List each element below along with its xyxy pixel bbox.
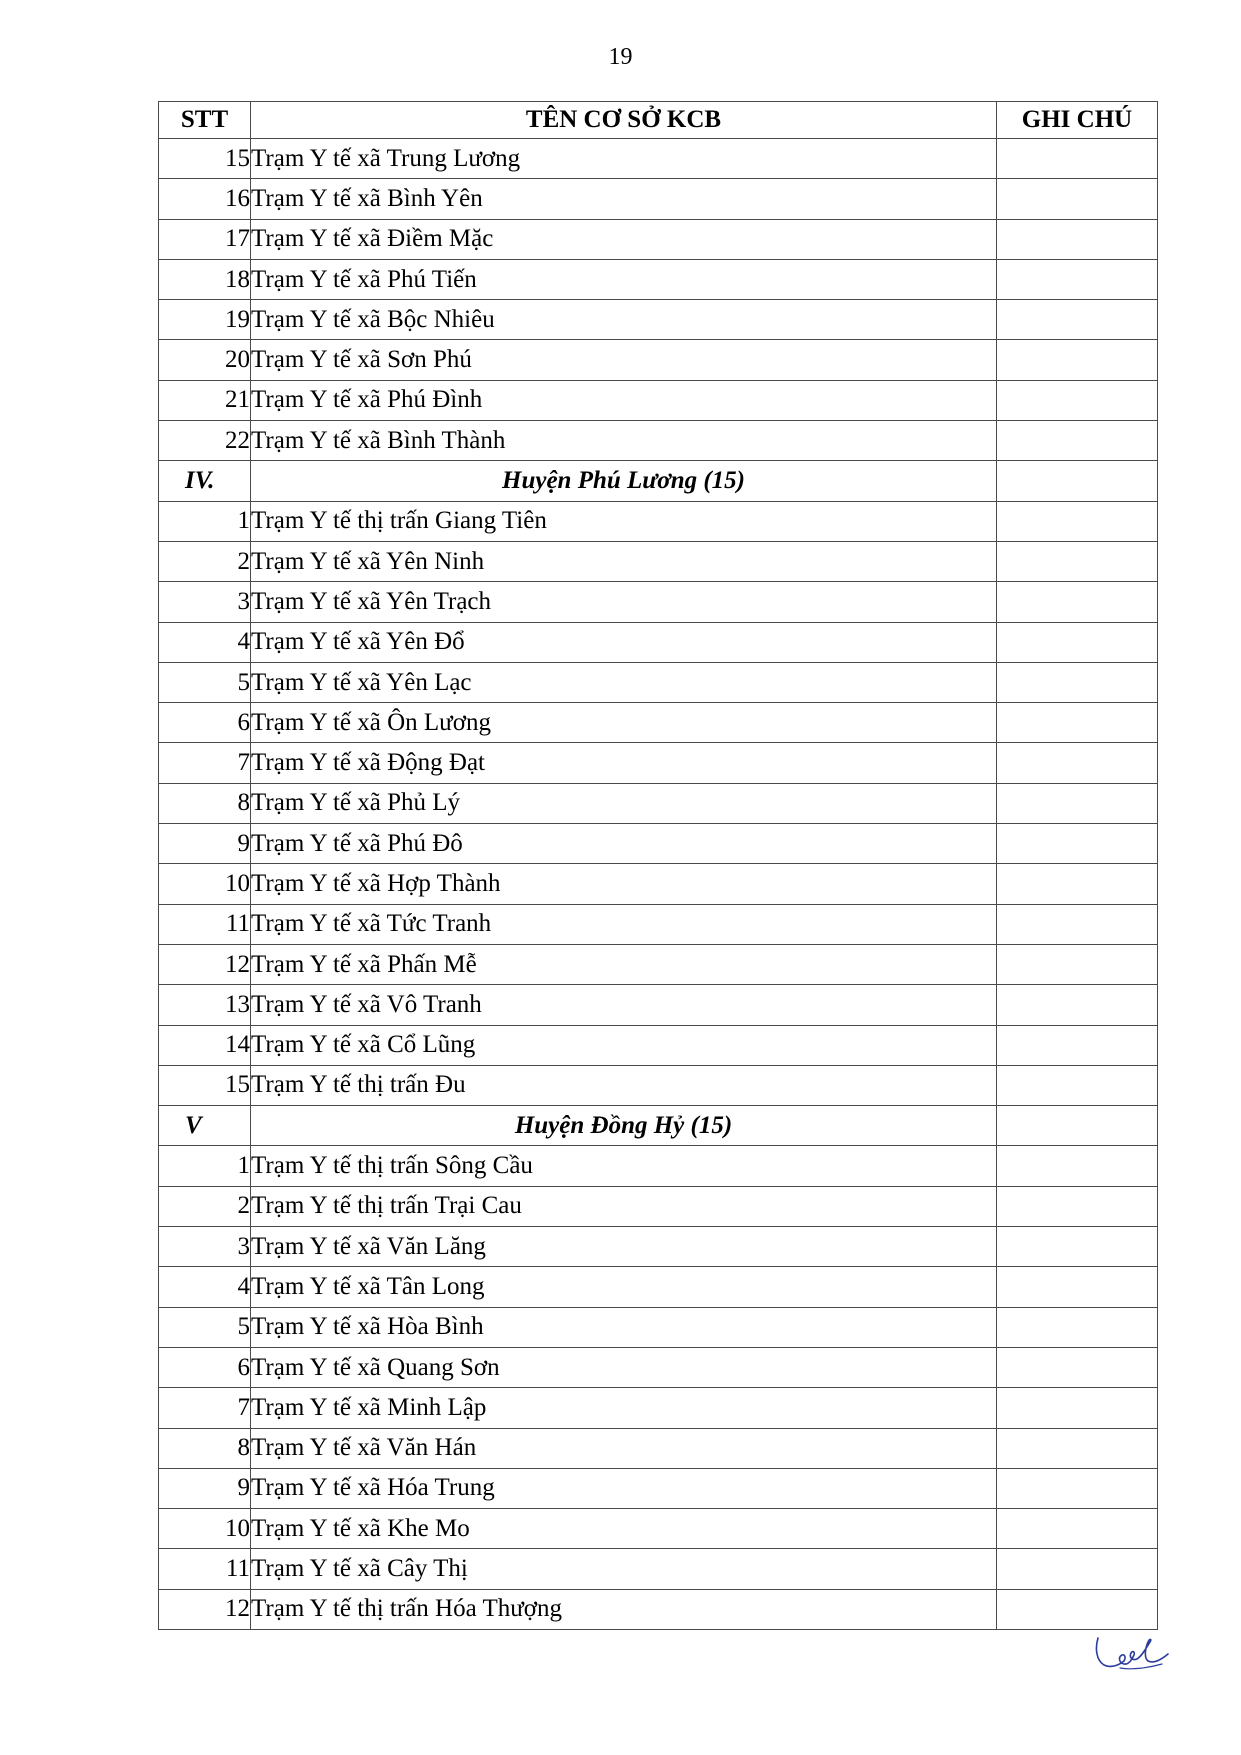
facility-name: Trạm Y tế xã Minh Lập bbox=[251, 1388, 997, 1428]
note-cell bbox=[997, 179, 1158, 219]
note-cell bbox=[997, 300, 1158, 340]
row-number: 14 bbox=[159, 1025, 251, 1065]
facility-name: Trạm Y tế thị trấn Trại Cau bbox=[251, 1186, 997, 1226]
row-number: 16 bbox=[159, 179, 251, 219]
table-body bbox=[159, 139, 1158, 1630]
row-number: 3 bbox=[159, 1227, 251, 1267]
table-row bbox=[159, 1589, 1158, 1629]
section-title: Huyện Đồng Hỷ (15) bbox=[251, 1106, 997, 1146]
facility-name: Trạm Y tế thị trấn Sông Cầu bbox=[251, 1146, 997, 1186]
note-cell bbox=[997, 582, 1158, 622]
row-number: 6 bbox=[159, 703, 251, 743]
row-number: 21 bbox=[159, 380, 251, 420]
facility-name: Trạm Y tế xã Hợp Thành bbox=[251, 864, 997, 904]
row-number: 12 bbox=[159, 1589, 251, 1629]
signature-icon bbox=[1092, 1628, 1172, 1674]
note-cell bbox=[997, 421, 1158, 461]
note-cell bbox=[997, 1227, 1158, 1267]
note-cell bbox=[997, 1307, 1158, 1347]
section-number: V bbox=[159, 1106, 251, 1146]
row-number: 1 bbox=[159, 1146, 251, 1186]
table-row bbox=[159, 1186, 1158, 1226]
note-cell bbox=[997, 1428, 1158, 1468]
row-number: 2 bbox=[159, 1186, 251, 1226]
facility-name: Trạm Y tế xã Phú Tiến bbox=[251, 259, 997, 299]
facility-name: Trạm Y tế xã Cây Thị bbox=[251, 1549, 997, 1589]
facility-name: Trạm Y tế xã Động Đạt bbox=[251, 743, 997, 783]
note-cell bbox=[997, 904, 1158, 944]
table-row bbox=[159, 380, 1158, 420]
row-number: 5 bbox=[159, 662, 251, 702]
facility-name: Trạm Y tế xã Khe Mo bbox=[251, 1509, 997, 1549]
note-cell bbox=[997, 1347, 1158, 1387]
section-row bbox=[159, 461, 1158, 501]
row-number: 17 bbox=[159, 219, 251, 259]
table-row bbox=[159, 622, 1158, 662]
table-row bbox=[159, 300, 1158, 340]
note-cell bbox=[997, 662, 1158, 702]
facility-name: Trạm Y tế xã Yên Lạc bbox=[251, 662, 997, 702]
facility-name: Trạm Y tế xã Yên Đổ bbox=[251, 622, 997, 662]
section-title: Huyện Phú Lương (15) bbox=[251, 461, 997, 501]
note-cell bbox=[997, 985, 1158, 1025]
table-row bbox=[159, 703, 1158, 743]
facility-name: Trạm Y tế xã Tức Tranh bbox=[251, 904, 997, 944]
row-number: 9 bbox=[159, 824, 251, 864]
note-cell bbox=[997, 139, 1158, 179]
row-number: 15 bbox=[159, 1065, 251, 1105]
header-row bbox=[159, 102, 1158, 139]
note-cell bbox=[997, 864, 1158, 904]
note-cell bbox=[997, 541, 1158, 581]
row-number: 2 bbox=[159, 541, 251, 581]
row-number: 7 bbox=[159, 1388, 251, 1428]
header-facility-name: TÊN CƠ SỞ KCB bbox=[251, 102, 997, 139]
table-row bbox=[159, 1025, 1158, 1065]
table-row bbox=[159, 783, 1158, 823]
facility-name: Trạm Y tế xã Quang Sơn bbox=[251, 1347, 997, 1387]
facility-name: Trạm Y tế thị trấn Hóa Thượng bbox=[251, 1589, 997, 1629]
table-row bbox=[159, 340, 1158, 380]
note-cell bbox=[997, 1509, 1158, 1549]
note-cell bbox=[997, 944, 1158, 984]
facility-name: Trạm Y tế xã Ôn Lương bbox=[251, 703, 997, 743]
note-cell bbox=[997, 380, 1158, 420]
table-row bbox=[159, 1227, 1158, 1267]
table-row bbox=[159, 179, 1158, 219]
table-row bbox=[159, 1146, 1158, 1186]
row-number: 10 bbox=[159, 864, 251, 904]
row-number: 15 bbox=[159, 139, 251, 179]
facility-table bbox=[158, 101, 1158, 1630]
table-row bbox=[159, 421, 1158, 461]
row-number: 4 bbox=[159, 1267, 251, 1307]
facility-name: Trạm Y tế xã Bình Yên bbox=[251, 179, 997, 219]
facility-name: Trạm Y tế xã Điềm Mặc bbox=[251, 219, 997, 259]
row-number: 6 bbox=[159, 1347, 251, 1387]
table-row bbox=[159, 904, 1158, 944]
row-number: 5 bbox=[159, 1307, 251, 1347]
note-cell bbox=[997, 1025, 1158, 1065]
row-number: 9 bbox=[159, 1468, 251, 1508]
table-row bbox=[159, 1065, 1158, 1105]
note-cell bbox=[997, 1065, 1158, 1105]
row-number: 13 bbox=[159, 985, 251, 1025]
table-row bbox=[159, 1267, 1158, 1307]
page-number: 19 bbox=[608, 44, 633, 70]
facility-name: Trạm Y tế xã Phủ Lý bbox=[251, 783, 997, 823]
note-cell bbox=[997, 1388, 1158, 1428]
row-number: 3 bbox=[159, 582, 251, 622]
row-number: 11 bbox=[159, 1549, 251, 1589]
facility-name: Trạm Y tế thị trấn Giang Tiên bbox=[251, 501, 997, 541]
table-row bbox=[159, 1388, 1158, 1428]
facility-name: Trạm Y tế xã Phấn Mễ bbox=[251, 944, 997, 984]
note-cell bbox=[997, 783, 1158, 823]
table-row bbox=[159, 864, 1158, 904]
facility-name: Trạm Y tế xã Văn Lăng bbox=[251, 1227, 997, 1267]
row-number: 7 bbox=[159, 743, 251, 783]
section-row bbox=[159, 1106, 1158, 1146]
facility-name: Trạm Y tế xã Yên Ninh bbox=[251, 541, 997, 581]
note-cell bbox=[997, 501, 1158, 541]
note-cell bbox=[997, 340, 1158, 380]
facility-name: Trạm Y tế xã Bộc Nhiêu bbox=[251, 300, 997, 340]
table-row bbox=[159, 743, 1158, 783]
row-number: 1 bbox=[159, 501, 251, 541]
table-row bbox=[159, 1509, 1158, 1549]
table-row bbox=[159, 1347, 1158, 1387]
facility-name: Trạm Y tế xã Bình Thành bbox=[251, 421, 997, 461]
table-row bbox=[159, 1428, 1158, 1468]
table-row bbox=[159, 219, 1158, 259]
table-row bbox=[159, 139, 1158, 179]
table-row bbox=[159, 944, 1158, 984]
table-row bbox=[159, 541, 1158, 581]
note-cell bbox=[997, 1468, 1158, 1508]
table-row bbox=[159, 1549, 1158, 1589]
facility-name: Trạm Y tế xã Trung Lương bbox=[251, 139, 997, 179]
note-cell bbox=[997, 1267, 1158, 1307]
table-row bbox=[159, 824, 1158, 864]
table-row bbox=[159, 985, 1158, 1025]
facility-name: Trạm Y tế xã Tân Long bbox=[251, 1267, 997, 1307]
row-number: 18 bbox=[159, 259, 251, 299]
row-number: 10 bbox=[159, 1509, 251, 1549]
facility-name: Trạm Y tế xã Sơn Phú bbox=[251, 340, 997, 380]
note-cell bbox=[997, 824, 1158, 864]
row-number: 8 bbox=[159, 1428, 251, 1468]
facility-name: Trạm Y tế xã Văn Hán bbox=[251, 1428, 997, 1468]
header-stt: STT bbox=[159, 102, 251, 139]
facility-name: Trạm Y tế xã Phú Đô bbox=[251, 824, 997, 864]
table-row bbox=[159, 1307, 1158, 1347]
section-number: IV. bbox=[159, 461, 251, 501]
row-number: 19 bbox=[159, 300, 251, 340]
table-row bbox=[159, 259, 1158, 299]
note-cell bbox=[997, 1589, 1158, 1629]
note-cell bbox=[997, 1106, 1158, 1146]
note-cell bbox=[997, 219, 1158, 259]
note-cell bbox=[997, 461, 1158, 501]
row-number: 22 bbox=[159, 421, 251, 461]
facility-name: Trạm Y tế xã Vô Tranh bbox=[251, 985, 997, 1025]
note-cell bbox=[997, 259, 1158, 299]
note-cell bbox=[997, 622, 1158, 662]
table-row bbox=[159, 582, 1158, 622]
facility-name: Trạm Y tế xã Hóa Trung bbox=[251, 1468, 997, 1508]
row-number: 20 bbox=[159, 340, 251, 380]
note-cell bbox=[997, 1146, 1158, 1186]
table-row bbox=[159, 501, 1158, 541]
row-number: 4 bbox=[159, 622, 251, 662]
facility-name: Trạm Y tế xã Yên Trạch bbox=[251, 582, 997, 622]
note-cell bbox=[997, 743, 1158, 783]
facility-name: Trạm Y tế xã Hòa Bình bbox=[251, 1307, 997, 1347]
row-number: 11 bbox=[159, 904, 251, 944]
facility-name: Trạm Y tế xã Cổ Lũng bbox=[251, 1025, 997, 1065]
note-cell bbox=[997, 703, 1158, 743]
header-note: GHI CHÚ bbox=[997, 102, 1158, 139]
table-row bbox=[159, 662, 1158, 702]
row-number: 8 bbox=[159, 783, 251, 823]
table-header bbox=[159, 102, 1158, 139]
facility-name: Trạm Y tế xã Phú Đình bbox=[251, 380, 997, 420]
note-cell bbox=[997, 1549, 1158, 1589]
note-cell bbox=[997, 1186, 1158, 1226]
facility-name: Trạm Y tế thị trấn Đu bbox=[251, 1065, 997, 1105]
row-number: 12 bbox=[159, 944, 251, 984]
table-row bbox=[159, 1468, 1158, 1508]
